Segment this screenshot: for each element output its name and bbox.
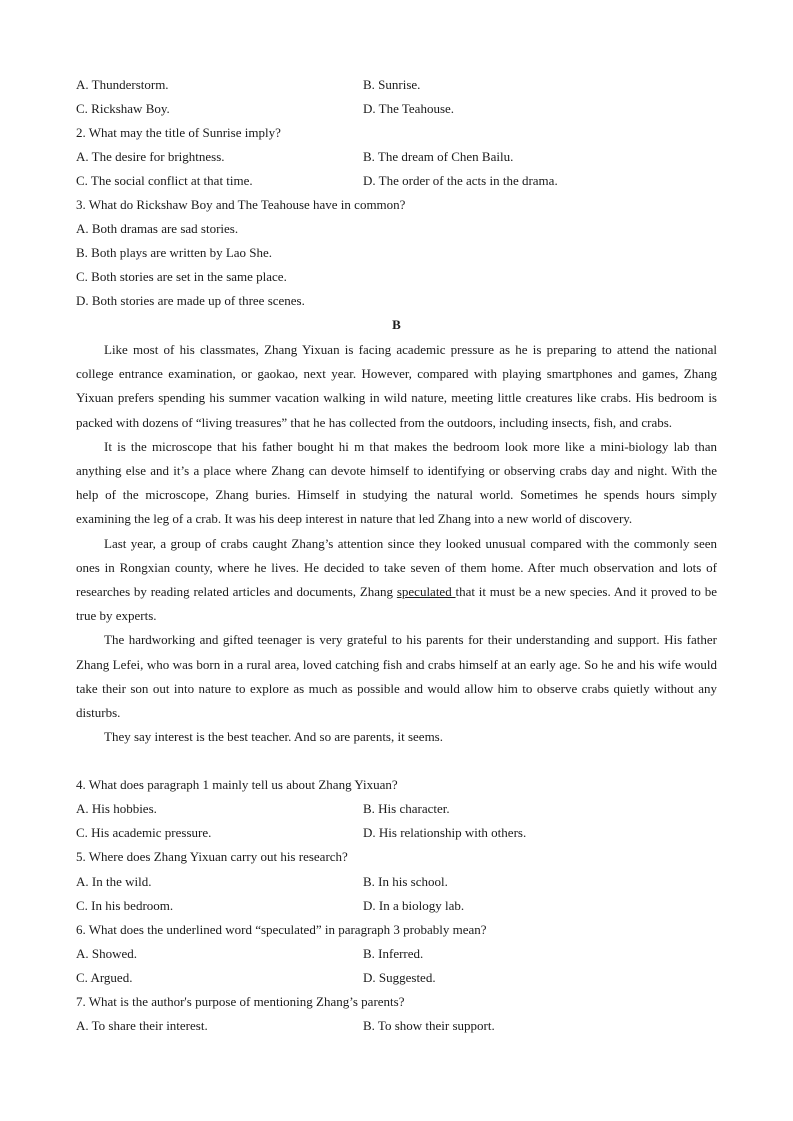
q2-option-a: A. The desire for brightness. <box>76 149 225 164</box>
q3-stem: 3. What do Rickshaw Boy and The Teahouse have in common? <box>76 197 406 212</box>
q2-option-c: C. The social conflict at that time. <box>76 173 253 188</box>
q2-option-b: B. The dream of Chen Bailu. <box>363 149 514 164</box>
q4-option-c: C. His academic pressure. <box>76 825 212 840</box>
q1-option-c: C. Rickshaw Boy. <box>76 101 170 116</box>
q1-option-a: A. Thunderstorm. <box>76 77 169 92</box>
p3-text-before: Last year, a group of crabs caught Zhang’s attention since they looked unusual compared with the commonly seen ones in Rongxian county, where he lives. He decided to take seven of them home. After much observation and lots of researches by reading related articles and documents, Zhang <box>76 535 717 600</box>
passage-paragraph-1: Like most of his classmates, Zhang Yixuan is facing academic pressure as he is preparing to attend the national college entrance examination, or gaokao, next year. However, compared with playing smartphones and games, Zhang Yixuan prefers spending his summer vacation walking in wild nature, meeting little creatures like crabs. His bedroom is packed with dozens of “living treasures” that he has collected from the outdoors, including insects, fish, and crabs. <box>76 342 717 430</box>
q5-option-d: D. In a biology lab. <box>363 898 465 913</box>
q2-option-d: D. The order of the acts in the drama. <box>363 173 558 188</box>
q6-stem: 6. What does the underlined word “speculated” in paragraph 3 probably mean? <box>76 922 487 937</box>
q3-option-d: D. Both stories are made up of three scenes. <box>76 293 305 308</box>
q6-options-row2 <box>76 966 717 990</box>
q4-options-row1 <box>76 797 717 821</box>
q7-option-b: B. To show their support. <box>363 1018 495 1033</box>
q6-option-c: C. Argued. <box>76 970 133 985</box>
q4-options-row2 <box>76 821 717 845</box>
passage-paragraph-5: They say interest is the best teacher. And so are parents, it seems. <box>104 729 443 745</box>
underlined-word-speculated: speculated <box>396 584 456 600</box>
q1-option-b: B. Sunrise. <box>363 77 421 92</box>
q2-options-row2 <box>76 169 717 193</box>
q4-option-d: D. His relationship with others. <box>363 825 527 840</box>
q6-options-row1 <box>76 942 717 966</box>
q7-options-row1 <box>76 1014 717 1038</box>
q1-options-row2 <box>76 97 717 121</box>
passage-paragraph-4: The hardworking and gifted teenager is very grateful to his parents for their understanding and support. His father Zhang Lefei, who was born in a rural area, loved catching fish and crabs himself at an early age. So he and his wife would take their son out into nature to explore as much as possible and would allow him to observe crabs quietly without any disturbs. <box>76 632 717 721</box>
q2-stem: 2. What may the title of Sunrise imply? <box>76 125 281 140</box>
q3-option-c: C. Both stories are set in the same place. <box>76 269 287 284</box>
q5-stem: 5. Where does Zhang Yixuan carry out his research? <box>76 849 348 864</box>
q4-option-b: B. His character. <box>363 801 450 816</box>
q4-stem: 4. What does paragraph 1 mainly tell us about Zhang Yixuan? <box>76 777 398 792</box>
q1-option-d: D. The Teahouse. <box>363 101 455 116</box>
q5-option-c: C. In his bedroom. <box>76 898 174 913</box>
q4-option-a: A. His hobbies. <box>76 801 157 816</box>
q3-option-a: A. Both dramas are sad stories. <box>76 221 239 236</box>
q5-option-a: A. In the wild. <box>76 874 152 889</box>
q6-option-d: D. Suggested. <box>363 970 436 985</box>
q6-option-a: A. Showed. <box>76 946 138 961</box>
section-b-heading: B <box>392 317 401 332</box>
p3-text-after: that it must be a new species. And it proved to be true by experts. <box>76 584 717 624</box>
q6-option-b: B. Inferred. <box>363 946 424 961</box>
passage-paragraph-3 <box>76 532 717 629</box>
q5-option-b: B. In his school. <box>363 874 448 889</box>
q2-options-row1 <box>76 145 717 169</box>
passage-b <box>76 338 717 749</box>
q7-option-a: A. To share their interest. <box>76 1018 208 1033</box>
q7-stem: 7. What is the author's purpose of mentioning Zhang’s parents? <box>76 994 405 1009</box>
q1-options-row1 <box>76 73 717 97</box>
q5-options-row1 <box>76 870 717 894</box>
passage-paragraph-2: It is the microscope that his father bought hi m that makes the bedroom look more like a mini-biology lab than anything else and it’s a place where Zhang can devote himself to identifying or observing crabs day and night. With the help of the microscope, Zhang buries. Himself in studying the natural world. Sometimes he spends hours simply examining the leg of a crab. It was his deep interest in nature that led Zhang into a new world of discovery. <box>76 438 717 527</box>
q5-options-row2 <box>76 894 717 918</box>
q3-option-b: B. Both plays are written by Lao She. <box>76 245 273 260</box>
